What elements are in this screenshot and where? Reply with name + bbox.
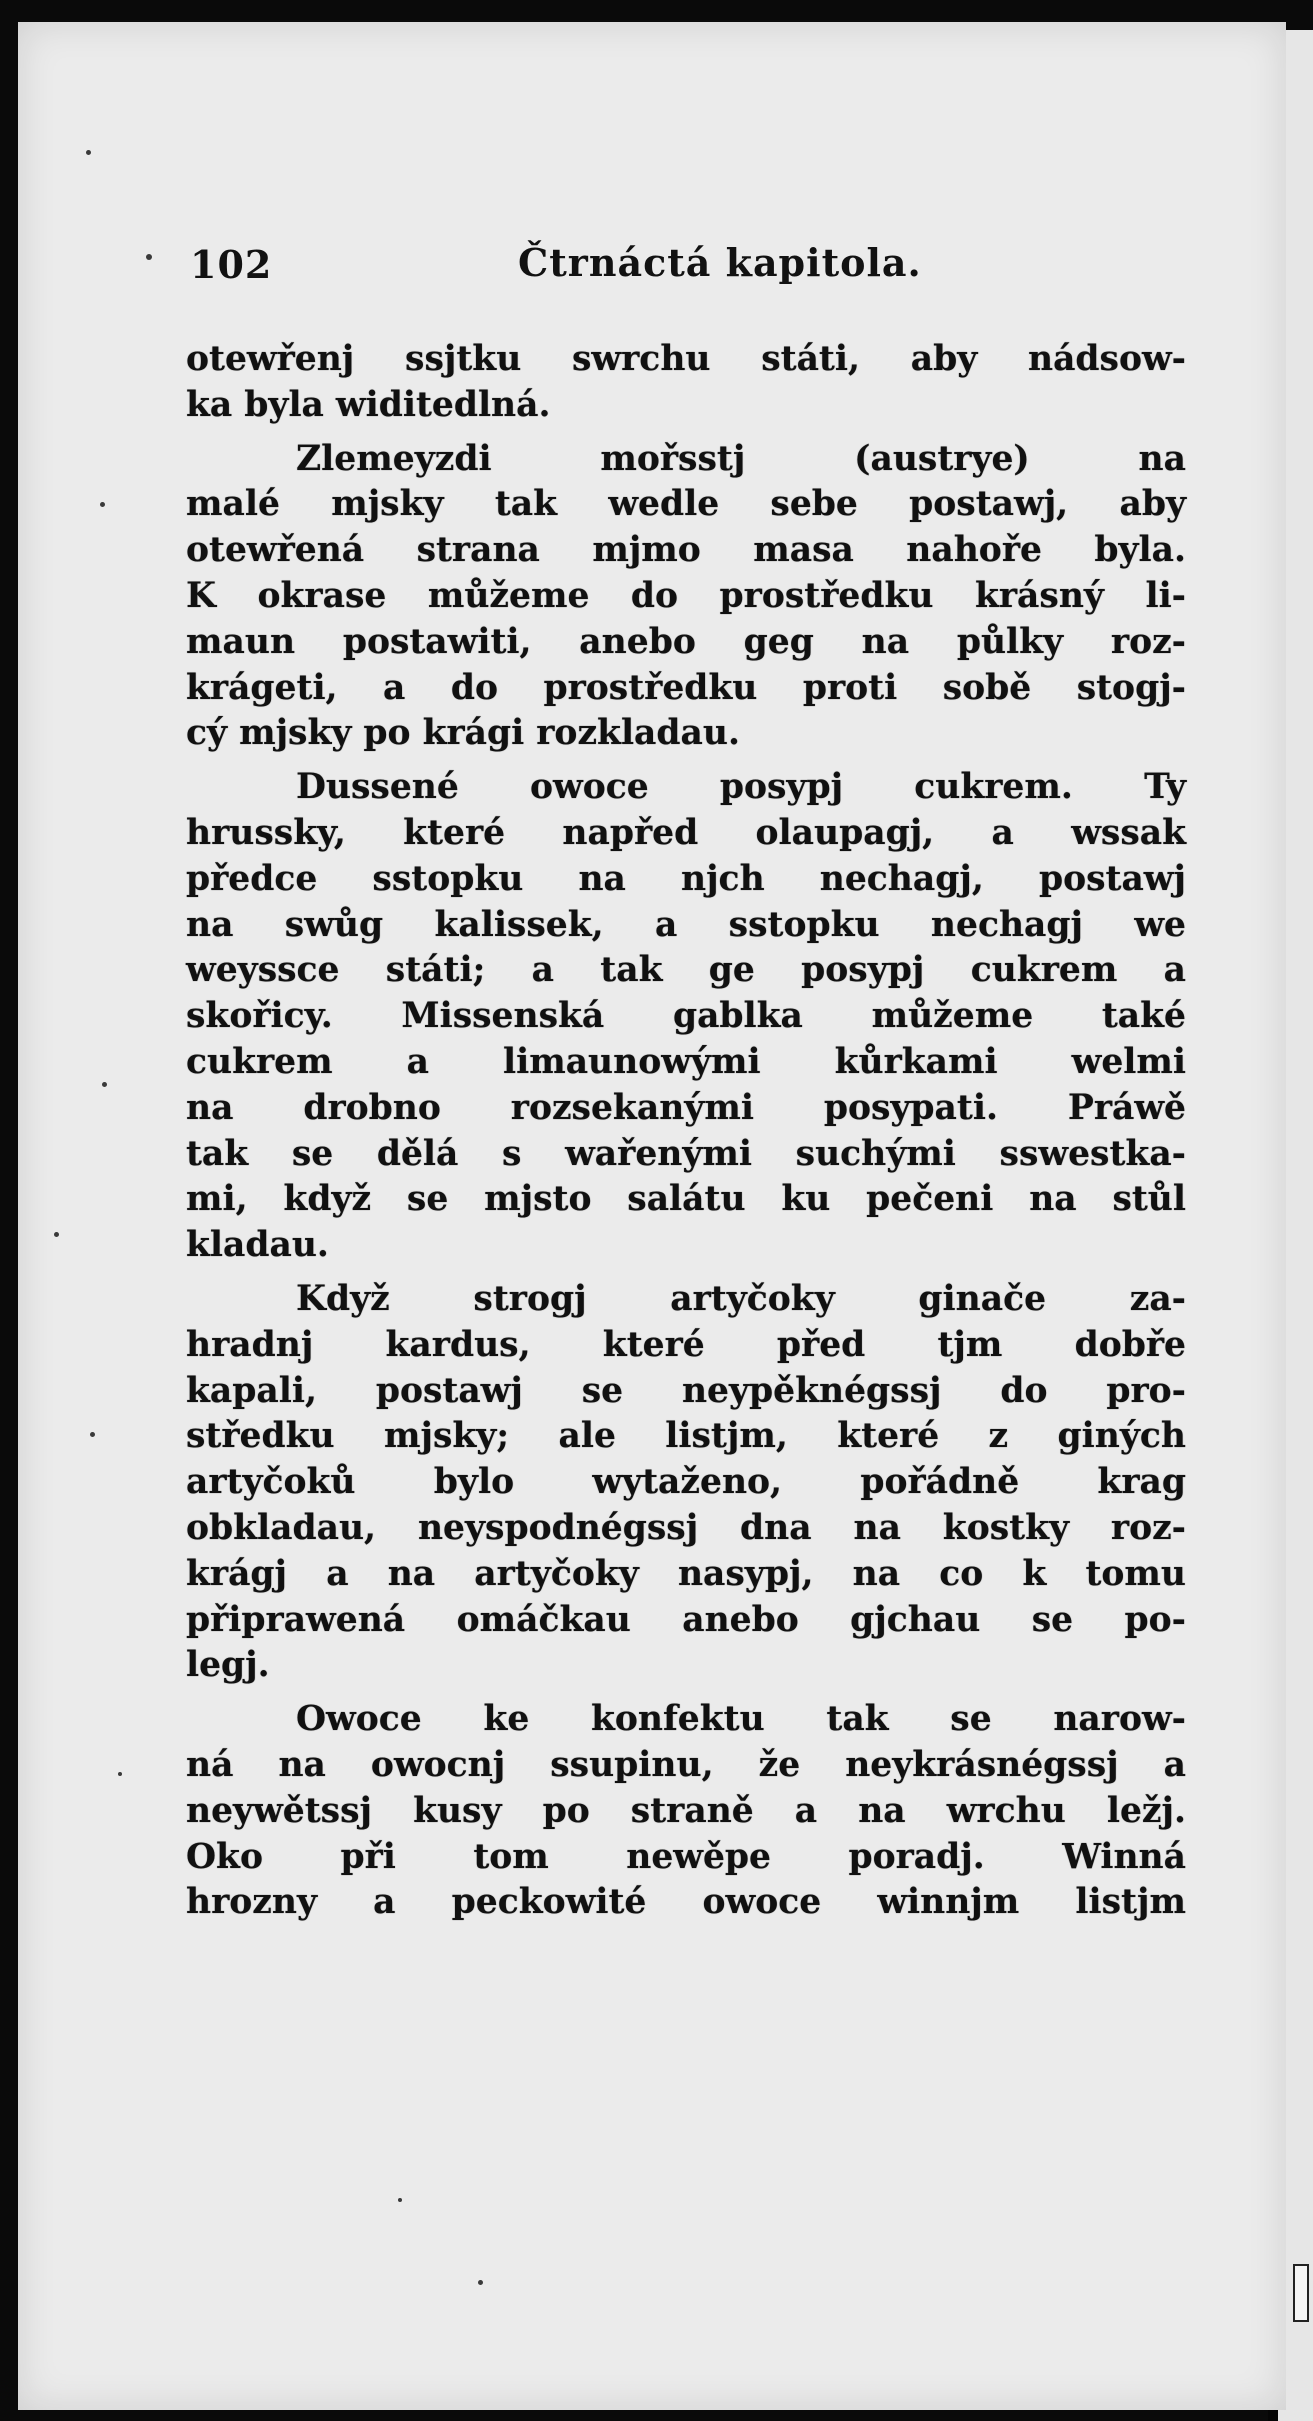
text-line: středku mjsky; ale listjm, které z giných bbox=[186, 1416, 1186, 1457]
text-line: tak se dělá s wařenými suchými sswestka- bbox=[186, 1133, 1186, 1174]
scan-speck bbox=[118, 1772, 122, 1776]
text-line: připrawená omáčkau anebo gjchau se po- bbox=[186, 1599, 1186, 1640]
paragraph bbox=[186, 765, 1186, 1269]
paragraph bbox=[186, 337, 1186, 429]
scan-speck bbox=[100, 502, 105, 507]
text-line: Když strogj artyčoky ginače za- bbox=[296, 1278, 1186, 1319]
text-line: hrussky, které napřed olaupagj, a wssak bbox=[186, 812, 1186, 853]
text-line: cý mjsky po krági rozkladau. bbox=[186, 713, 740, 754]
running-head bbox=[18, 234, 1286, 294]
scan-speck bbox=[146, 254, 152, 260]
text-line: malé mjsky tak wedle sebe postawj, aby bbox=[186, 484, 1186, 525]
text-line: Owoce ke konfektu tak se narow- bbox=[296, 1699, 1186, 1740]
text-line: weyssce státi; a tak ge posypj cukrem a bbox=[186, 950, 1186, 991]
text-line: otewřená strana mjmo masa nahoře byla. bbox=[186, 530, 1186, 571]
text-line: mi, když se mjsto salátu ku pečeni na stůl bbox=[186, 1179, 1186, 1220]
scan-speck bbox=[398, 2198, 402, 2202]
text-line: skořicy. Missenská gablka můžeme také bbox=[186, 996, 1186, 1037]
text-line: krágj a na artyčoky nasypj, na co k tomu bbox=[186, 1553, 1186, 1594]
text-line: neywětssj kusy po straně a na wrchu ležj. bbox=[186, 1790, 1186, 1831]
text-line: legj. bbox=[186, 1645, 270, 1686]
scan-speck bbox=[102, 1082, 107, 1087]
text-line: Oko při tom newěpe poradj. Winná bbox=[186, 1836, 1186, 1877]
scan-speck bbox=[90, 1432, 95, 1437]
text-line: kladau. bbox=[186, 1225, 329, 1266]
text-line: na drobno rozsekanými posypati. Práwě bbox=[186, 1087, 1186, 1128]
text-line: krágeti, a do prostředku proti sobě stogj- bbox=[186, 667, 1186, 708]
text-line: artyčoků bylo wytaženo, pořádně krag bbox=[186, 1462, 1186, 1503]
chapter-title: Čtrnáctá kapitola. bbox=[518, 240, 922, 285]
scan-speck bbox=[86, 150, 91, 155]
text-line: ka byla widitedlná. bbox=[186, 384, 551, 425]
text-line: Zlemeyzdi mořsstj (austrye) na bbox=[296, 438, 1186, 479]
scan-speck bbox=[478, 2280, 483, 2285]
scan-speck bbox=[54, 1232, 59, 1237]
text-line: Dussené owoce posypj cukrem. Ty bbox=[296, 767, 1186, 808]
paragraph bbox=[186, 1697, 1186, 1926]
body-text bbox=[186, 337, 1186, 1926]
text-line: otewřenj ssjtku swrchu státi, aby nádsow- bbox=[186, 339, 1186, 379]
book-page bbox=[18, 22, 1286, 2410]
page-number: 102 bbox=[190, 242, 273, 287]
text-line: maun postawiti, anebo geg na půlky roz- bbox=[186, 621, 1186, 662]
paragraph bbox=[186, 437, 1186, 758]
text-line: obkladau, neyspodnégssj dna na kostky roz- bbox=[186, 1507, 1186, 1548]
text-line: K okrase můžeme do prostředku krásný li- bbox=[186, 575, 1186, 616]
text-line: na swůg kalissek, a sstopku nechagj we bbox=[186, 904, 1186, 945]
paragraph bbox=[186, 1277, 1186, 1689]
text-line: kapali, postawj se neypěknégssj do pro- bbox=[186, 1370, 1186, 1411]
text-line: hradnj kardus, které před tjm dobře bbox=[186, 1324, 1186, 1365]
text-line: předce sstopku na njch nechagj, postawj bbox=[186, 858, 1186, 899]
text-line: ná na owocnj ssupinu, že neykrásnégssj a bbox=[186, 1744, 1186, 1785]
text-line: hrozny a peckowité owoce winnjm listjm bbox=[186, 1882, 1186, 1923]
page-edge-mark bbox=[1293, 2264, 1309, 2322]
text-line: cukrem a limaunowými kůrkami welmi bbox=[186, 1041, 1186, 1082]
